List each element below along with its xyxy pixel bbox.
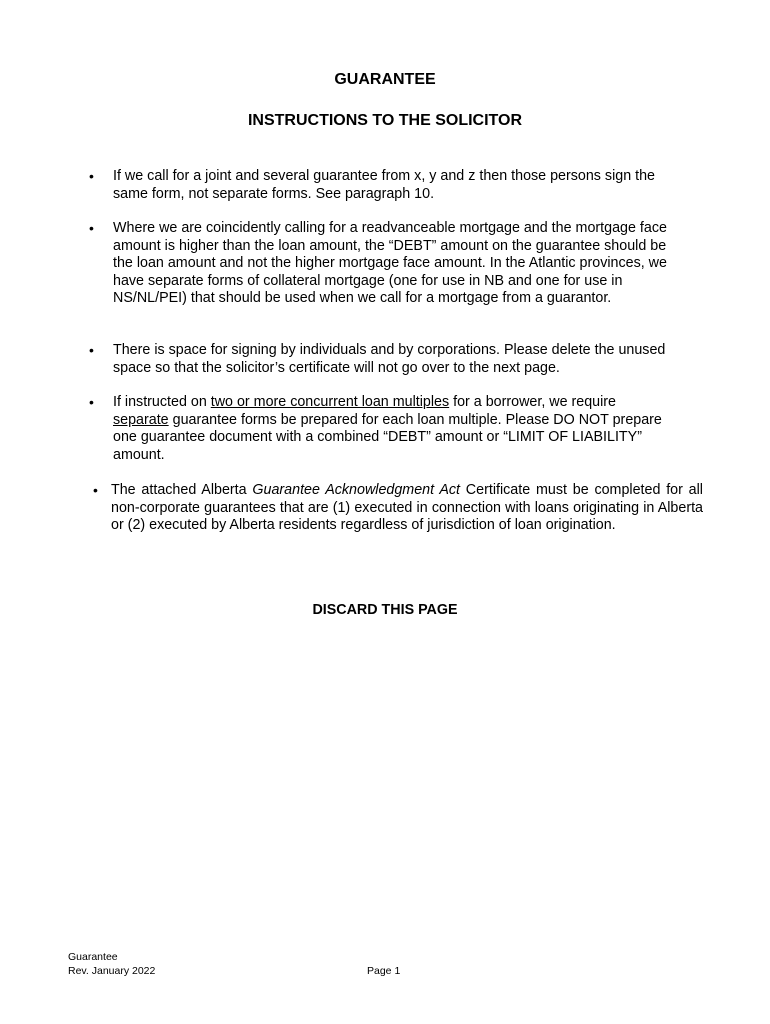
instruction-text: If we call for a joint and several guarantee from x, y and z then those persons sign the same form, not separate forms. See paragraph 10. (113, 168, 655, 202)
instruction-item (111, 482, 703, 535)
instruction-text-part: guarantee forms be prepared for each loan multiple. Please DO NOT prepare one guarantee document with a combined “DEBT” amount or “LIMIT OF LIABILITY” amount. (113, 411, 662, 463)
underlined-emphasis: two or more concurrent loan multiples (210, 394, 450, 410)
instruction-text-part: The attached Alberta (111, 482, 253, 498)
document-title: GUARANTEE (334, 71, 436, 88)
instruction-item (113, 220, 685, 308)
bullet-icon: • (89, 394, 94, 410)
instruction-item (113, 394, 673, 464)
instruction-text: There is space for signing by individuals and by corporations. Please delete the unused space so that the solicitor’s certificate will not go over to the next page. (113, 342, 666, 376)
instruction-item (113, 168, 673, 203)
document-subtitle: INSTRUCTIONS TO THE SOLICITOR (247, 112, 523, 129)
act-title: Guarantee Acknowledgment Act (252, 482, 461, 498)
footer-page-number: Page 1 (367, 965, 401, 977)
instruction-text-part: for a borrower, we require (449, 394, 617, 410)
footer-document-name: Guarantee (68, 951, 118, 963)
instruction-text-part: If instructed on (113, 394, 211, 410)
instruction-item (113, 342, 673, 377)
footer-revision: Rev. January 2022 (68, 965, 156, 977)
underlined-emphasis: separate (113, 411, 169, 428)
bullet-icon: • (89, 220, 94, 236)
instruction-text: Where we are coincidently calling for a readvanceable mortgage and the mortgage face amount is higher than the loan amount, the “DEBT” amount on the guarantee should be the loan amount and not the higher mortgage face amount. In the Atlantic provinces, we have separate forms of collateral mortgage (one for use in NB and one for use in NS/NL/PEI) that should be used when we call for a mortgage from a guarantor. (113, 220, 667, 306)
bullet-icon: • (89, 168, 94, 184)
instruction-text-part: Certificate must be completed for all non-corporate guarantees that are (1) executed in connection with loans originating in Alberta or (2) executed by Alberta residents regardless of jurisdiction of loan origination. (111, 482, 703, 533)
discard-notice: DISCARD THIS PAGE (312, 602, 458, 618)
bullet-icon: • (93, 482, 98, 498)
bullet-icon: • (89, 342, 94, 358)
